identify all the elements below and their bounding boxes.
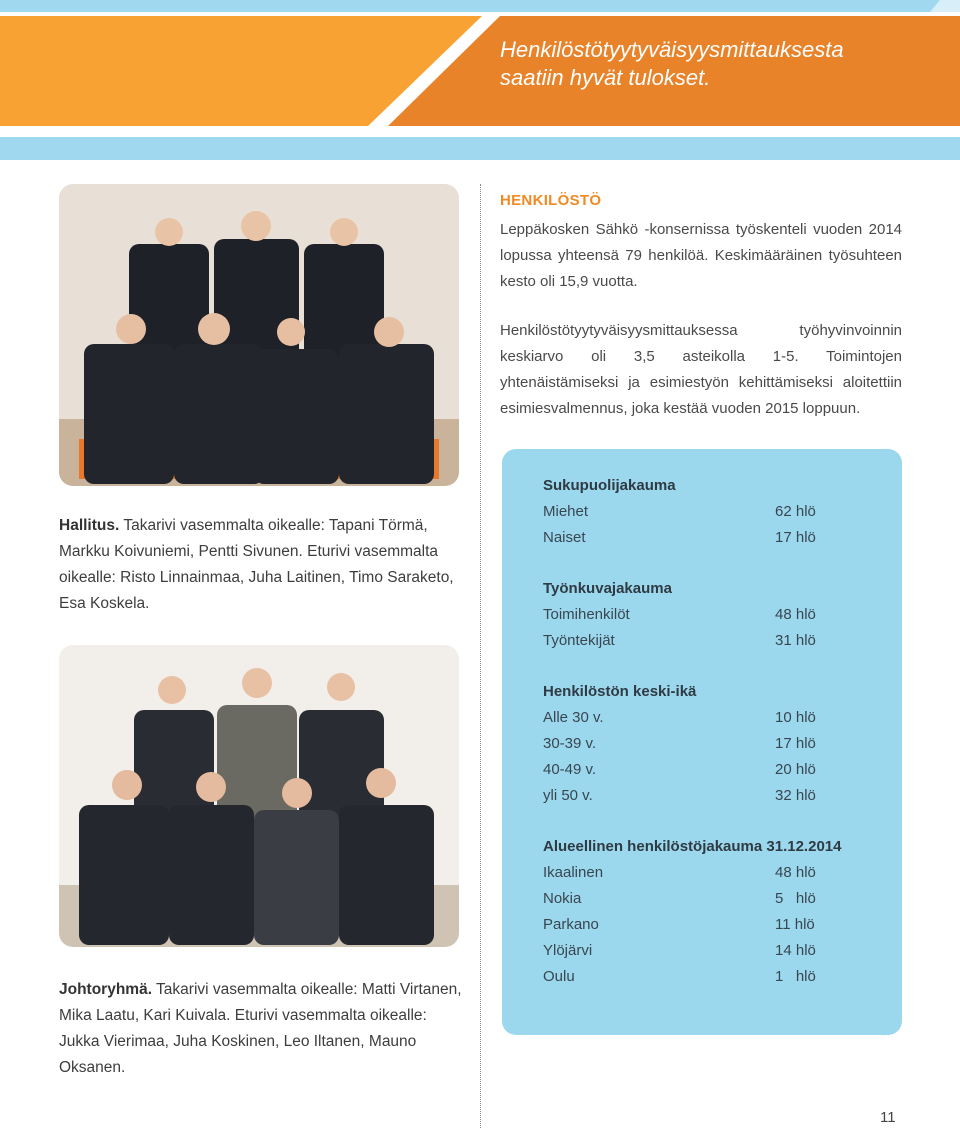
stat-value: 11 hlö: [775, 916, 815, 933]
paragraph-1: Leppäkosken Sähkö -konsernissa työskenteli vuoden 2014 lopussa yhteensä 79 henkilöä. Keskimääräinen työsuhteen kesto oli 15,9 vuotta.: [500, 221, 902, 290]
stat-label: Miehet: [543, 503, 589, 520]
stat-row: [543, 938, 883, 964]
stat-row: [543, 757, 883, 783]
stat-row: [543, 731, 883, 757]
stat-value: 20 hlö: [775, 761, 816, 778]
stat-label: Naiset: [543, 529, 586, 546]
board-photo: [59, 184, 459, 486]
banner-headline: [500, 36, 940, 92]
stats-box: [502, 449, 902, 1035]
stat-value: 17 hlö: [775, 735, 816, 752]
age-group: [543, 679, 883, 809]
management-caption-label: Johtoryhmä.: [59, 981, 153, 998]
management-caption-text: Takarivi vasemmalta oikealle: Matti Virtanen, Mika Laatu, Kari Kuivala. Eturivi vasemmalta oikealle: Jukka Vierimaa, Juha Koskinen, Leo Iltanen, Mauno Oksanen.: [59, 981, 462, 1076]
stat-value: 10 hlö: [775, 709, 816, 726]
paragraph-2: Henkilöstötyytyväisyysmittauksessa työhyvinvoinnin keskiarvo oli 3,5 asteikolla 1-5. Toimintojen yhtenäistämiseksi ja esimiestyön kehittämiseksi aloitettiin esimiesvalmennus, joka kestää vuoden 2015 loppuun.: [500, 322, 902, 417]
stat-label: yli 50 v.: [543, 787, 593, 804]
region-group: [543, 834, 883, 990]
stat-label: Parkano: [543, 916, 599, 933]
stat-row: [543, 860, 883, 886]
job-group: [543, 576, 883, 654]
stat-label: Oulu: [543, 968, 575, 985]
stat-label: Nokia: [543, 890, 582, 907]
stat-label: Ikaalinen: [543, 864, 604, 881]
stat-label: 40-49 v.: [543, 761, 597, 778]
stat-value: 62 hlö: [775, 503, 816, 520]
stat-row: [543, 705, 883, 731]
management-photo: [59, 645, 459, 947]
section-title: HENKILÖSTÖ: [500, 192, 602, 209]
board-caption-label: Hallitus.: [59, 517, 120, 534]
column-divider: [480, 184, 481, 1128]
gender-title: Sukupuolijakauma: [543, 477, 676, 494]
stat-label: Alle 30 v.: [543, 709, 604, 726]
stat-label: Työntekijät: [543, 632, 615, 649]
stat-value: 48 hlö: [775, 606, 816, 623]
board-caption: [59, 513, 464, 617]
stat-value: 14 hlö: [775, 942, 816, 959]
stat-row: [543, 602, 883, 628]
banner-line-1: Henkilöstötyytyväisyysmittauksesta: [500, 37, 844, 62]
stat-row: [543, 912, 883, 938]
stat-value: 5 hlö: [775, 890, 816, 907]
stat-row: [543, 783, 883, 809]
stat-label: 30-39 v.: [543, 735, 597, 752]
banner-line-2: saatiin hyvät tulokset.: [500, 65, 711, 90]
stat-label: Toimihenkilöt: [543, 606, 630, 623]
stat-row: [543, 964, 883, 990]
stat-value: 31 hlö: [775, 632, 816, 649]
region-title: Alueellinen henkilöstöjakauma 31.12.2014: [543, 838, 842, 855]
stat-row: [543, 499, 883, 525]
stat-row: [543, 525, 883, 551]
job-title: Työnkuvajakauma: [543, 580, 672, 597]
age-title: Henkilöstön keski-ikä: [543, 683, 697, 700]
stat-value: 1 hlö: [775, 968, 816, 985]
stat-label: Ylöjärvi: [543, 942, 593, 959]
management-caption: [59, 977, 464, 1081]
stat-value: 17 hlö: [775, 529, 816, 546]
stat-value: 48 hlö: [775, 864, 816, 881]
page-number: 11: [880, 1109, 896, 1126]
header-banner: [0, 0, 960, 160]
board-caption-text: Takarivi vasemmalta oikealle: Tapani Törmä, Markku Koivuniemi, Pentti Sivunen. Eturivi vasemmalta oikealle: Risto Linnainmaa, Juha Laitinen, Timo Saraketo, Esa Koskela.: [59, 517, 454, 612]
stat-value: 32 hlö: [775, 787, 816, 804]
gender-group: [543, 473, 883, 551]
stat-row: [543, 886, 883, 912]
stat-row: [543, 628, 883, 654]
